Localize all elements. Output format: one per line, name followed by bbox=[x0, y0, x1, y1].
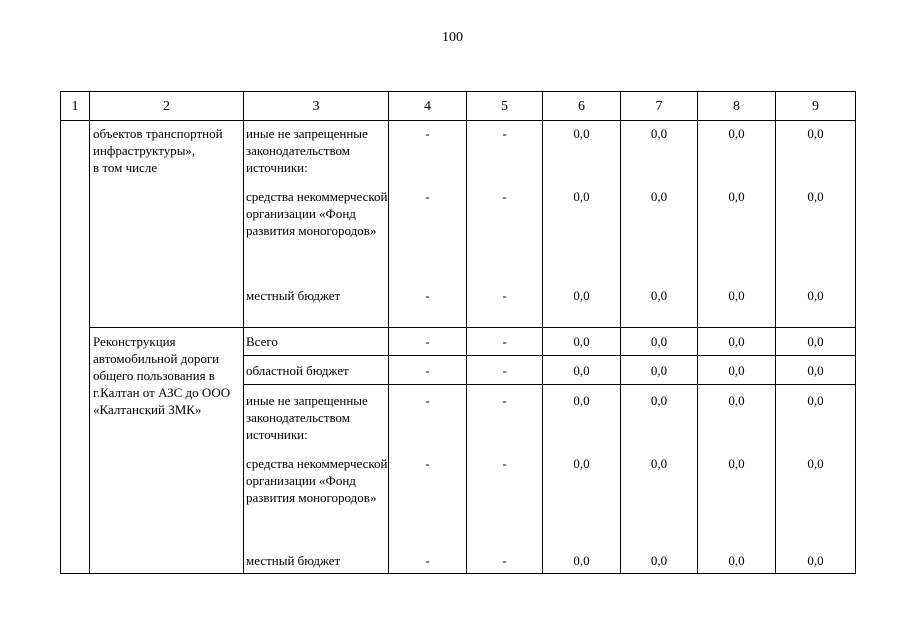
value-cell bbox=[543, 385, 621, 574]
value-cell bbox=[698, 121, 776, 328]
value: 0,0 bbox=[573, 126, 590, 141]
header-cell: 4 bbox=[389, 92, 467, 121]
source-cell bbox=[244, 356, 389, 385]
value: - bbox=[502, 126, 507, 141]
value: 0,0 bbox=[650, 393, 668, 408]
value-cell bbox=[776, 385, 856, 574]
budget-table bbox=[60, 91, 856, 574]
value: 0,0 bbox=[650, 288, 668, 303]
source-label: средства некоммерческой организации «Фонд развития моногородов» bbox=[246, 189, 388, 238]
value-cell: - bbox=[389, 328, 467, 356]
value-cell: 0,0 bbox=[621, 328, 698, 356]
table-row bbox=[61, 121, 856, 328]
value: 0,0 bbox=[573, 456, 590, 471]
value-cell: - bbox=[467, 328, 543, 356]
value-cell: 0,0 bbox=[621, 356, 698, 385]
header-cell: 9 bbox=[776, 92, 856, 121]
value: 0,0 bbox=[807, 456, 824, 471]
value: 0,0 bbox=[807, 189, 824, 204]
value: 0,0 bbox=[728, 456, 745, 471]
value-cell bbox=[467, 121, 543, 328]
source-cell bbox=[244, 121, 389, 328]
source-label: иные не запрещенные законодательством источники: bbox=[246, 393, 368, 442]
header-cell: 8 bbox=[698, 92, 776, 121]
source-cell bbox=[244, 385, 389, 574]
value: 0,0 bbox=[650, 553, 668, 568]
value: 0,0 bbox=[728, 126, 745, 141]
value: - bbox=[502, 393, 507, 408]
item-name-cell bbox=[90, 328, 244, 574]
header-cell: 7 bbox=[621, 92, 698, 121]
value: - bbox=[502, 189, 507, 204]
value: 0,0 bbox=[650, 126, 668, 141]
item-name-cell bbox=[90, 121, 244, 328]
value: - bbox=[425, 126, 430, 141]
value: 0,0 bbox=[573, 189, 590, 204]
source-label: иные не запрещенные законодательством источники: bbox=[246, 126, 368, 175]
source-label: Всего bbox=[246, 334, 278, 349]
value: - bbox=[502, 553, 507, 568]
value: - bbox=[425, 189, 430, 204]
value: 0,0 bbox=[807, 126, 824, 141]
value-cell bbox=[467, 385, 543, 574]
value: 0,0 bbox=[807, 553, 824, 568]
value: 0,0 bbox=[728, 189, 745, 204]
value-cell: 0,0 bbox=[776, 328, 856, 356]
value-cell bbox=[389, 121, 467, 328]
value-cell bbox=[776, 121, 856, 328]
header-cell: 6 bbox=[543, 92, 621, 121]
value: - bbox=[425, 553, 430, 568]
source-label: местный бюджет bbox=[246, 553, 341, 568]
table-row bbox=[61, 328, 856, 356]
item-name: объектов транспортной инфраструктуры», в том числе bbox=[93, 126, 223, 175]
value: 0,0 bbox=[650, 456, 668, 471]
value: - bbox=[425, 288, 430, 303]
value-cell: - bbox=[467, 356, 543, 385]
value: - bbox=[502, 456, 507, 471]
value-cell: 0,0 bbox=[543, 328, 621, 356]
value-cell: 0,0 bbox=[698, 328, 776, 356]
value: 0,0 bbox=[573, 553, 590, 568]
value: 0,0 bbox=[573, 393, 590, 408]
page-number: 100 bbox=[442, 30, 463, 45]
value: 0,0 bbox=[728, 553, 745, 568]
header-cell: 3 bbox=[244, 92, 389, 121]
header-row bbox=[61, 92, 856, 121]
source-label: местный бюджет bbox=[246, 288, 341, 303]
value: 0,0 bbox=[728, 288, 745, 303]
value-cell bbox=[621, 385, 698, 574]
header-cell: 2 bbox=[90, 92, 244, 121]
value: 0,0 bbox=[650, 189, 668, 204]
value-cell bbox=[621, 121, 698, 328]
value: - bbox=[425, 456, 430, 471]
value: - bbox=[425, 393, 430, 408]
value-cell: 0,0 bbox=[698, 356, 776, 385]
value-cell bbox=[389, 385, 467, 574]
value-cell: 0,0 bbox=[543, 356, 621, 385]
value-cell bbox=[543, 121, 621, 328]
header-cell: 5 bbox=[467, 92, 543, 121]
value-cell: - bbox=[389, 356, 467, 385]
index-cell bbox=[61, 121, 90, 574]
value: 0,0 bbox=[807, 393, 824, 408]
source-cell bbox=[244, 328, 389, 356]
item-name: Реконструкция автомобильной дороги общего пользования в г.Калтан от АЗС до ООО «Калтанский ЗМК» bbox=[93, 334, 231, 417]
source-label: средства некоммерческой организации «Фонд развития моногородов» bbox=[246, 456, 388, 505]
value: 0,0 bbox=[573, 288, 590, 303]
value-cell: 0,0 bbox=[776, 356, 856, 385]
budget-table-container bbox=[60, 91, 856, 574]
header-cell: 1 bbox=[61, 92, 90, 121]
value: 0,0 bbox=[728, 393, 745, 408]
value-cell bbox=[698, 385, 776, 574]
value: 0,0 bbox=[807, 288, 824, 303]
value: - bbox=[502, 288, 507, 303]
source-label: областной бюджет bbox=[246, 363, 349, 378]
